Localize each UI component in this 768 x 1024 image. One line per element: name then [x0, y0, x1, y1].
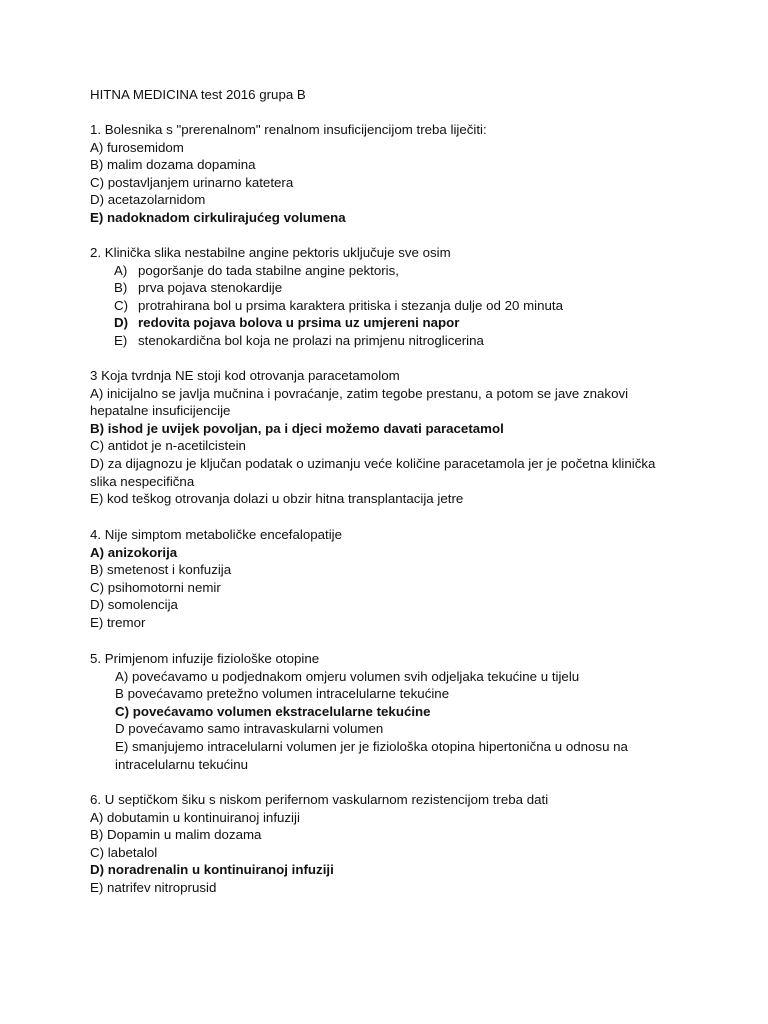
answer-option: [90, 297, 690, 315]
question-text: 3 Koja tvrdnja NE stoji kod otrovanja paracetamolom: [90, 368, 400, 383]
correct-answer-option: A) anizokorija: [90, 544, 178, 560]
answer-letter: A): [114, 262, 128, 278]
question-6: [90, 791, 690, 897]
answer-option: C) psihomotorni nemir: [90, 579, 221, 595]
answer-option: A) dobutamin u kontinuiranoj infuziji: [90, 809, 300, 825]
question-text: 6. U septičkom šiku s niskom perifernom vaskularnom rezistencijom treba dati: [90, 792, 549, 807]
answer-text: stenokardična bol koja ne prolazi na primjenu nitroglicerina: [138, 332, 484, 348]
answer-option: B) Dopamin u malim dozama: [90, 827, 262, 843]
question-2: [90, 244, 690, 350]
answer-text: protrahirana bol u prsima karaktera pritiska i stezanja dulje od 20 minuta: [138, 297, 563, 313]
answer-option: A) furosemidom: [90, 139, 184, 155]
document-title: HITNA MEDICINA test 2016 grupa B: [90, 87, 306, 102]
answer-text: pogoršanje do tada stabilne angine pektoris,: [138, 262, 399, 278]
answer-letter: E): [114, 332, 128, 348]
answer-option: B) smetenost i konfuzija: [90, 562, 232, 578]
question-text: 2. Klinička slika nestabilne angine pektoris uključuje sve osim: [90, 245, 451, 260]
answer-option: A) inicijalno se javlja mučnina i povraćanje, zatim tegobe prestanu, a potom se jave znakovi hepatalne insuficijencije: [90, 385, 629, 419]
correct-answer-option: B) ishod je uvijek povoljan, pa i djeci možemo davati paracetamol: [90, 420, 504, 436]
answer-option: C) labetalol: [90, 844, 158, 860]
answer-text: prva pojava stenokardije: [138, 280, 283, 296]
question-1: [90, 121, 690, 227]
answer-option: D) somolencija: [90, 597, 178, 613]
answer-option: E) smanjujemo intracelularni volumen jer je fiziološka otopina hipertonična u odnosu na intracelularnu tekućinu: [115, 738, 628, 772]
answer-option: C) antidot je n-acetilcistein: [90, 438, 246, 454]
answer-option: E) natrifev nitroprusid: [90, 879, 217, 895]
answer-text: redovita pojava bolova u prsima uz umjereni napor: [138, 315, 460, 331]
question-text: 4. Nije simptom metaboličke encefalopatije: [90, 527, 343, 542]
question-3: [90, 367, 690, 508]
answer-option: [90, 262, 690, 280]
answer-letter: D): [114, 315, 129, 331]
question-text: 1. Bolesnika s "prerenalnom" renalnom insuficijencijom treba liječiti:: [90, 122, 487, 137]
answer-letter: B): [114, 280, 128, 296]
answer-option: D) acetazolarnidom: [90, 192, 206, 208]
correct-answer-option: D) noradrenalin u kontinuiranoj infuziji: [90, 862, 334, 878]
answer-option: E) tremor: [90, 614, 146, 630]
answer-option: D) za dijagnozu je ključan podatak o uzimanju veće količine paracetamola jer je početna klinička slika nespecifična: [90, 455, 656, 489]
question-5: [90, 650, 690, 773]
answer-option: A) povećavamo u podjednakom omjeru volumen svih odjeljaka tekućine u tijelu: [115, 668, 580, 684]
answer-option: B) malim dozama dopamina: [90, 157, 256, 173]
question-text: 5. Primjenom infuzije fiziološke otopine: [90, 651, 320, 666]
answer-option: C) postavljanjem urinarno katetera: [90, 174, 294, 190]
answer-option: [90, 279, 690, 297]
answer-letter: C): [114, 297, 129, 313]
correct-answer-option: E) nadoknadom cirkulirajućeg volumena: [90, 209, 346, 225]
question-4: [90, 526, 690, 632]
correct-answer-option: [90, 314, 690, 332]
answer-option: D povećavamo samo intravaskularni volumen: [115, 721, 384, 737]
answer-option: E) kod teškog otrovanja dolazi u obzir hitna transplantacija jetre: [90, 491, 464, 507]
answer-option: [90, 332, 690, 350]
answer-option: B povećavamo pretežno volumen intracelularne tekućine: [115, 686, 450, 702]
correct-answer-option: C) povećavamo volumen ekstracelularne tekućine: [115, 703, 431, 719]
